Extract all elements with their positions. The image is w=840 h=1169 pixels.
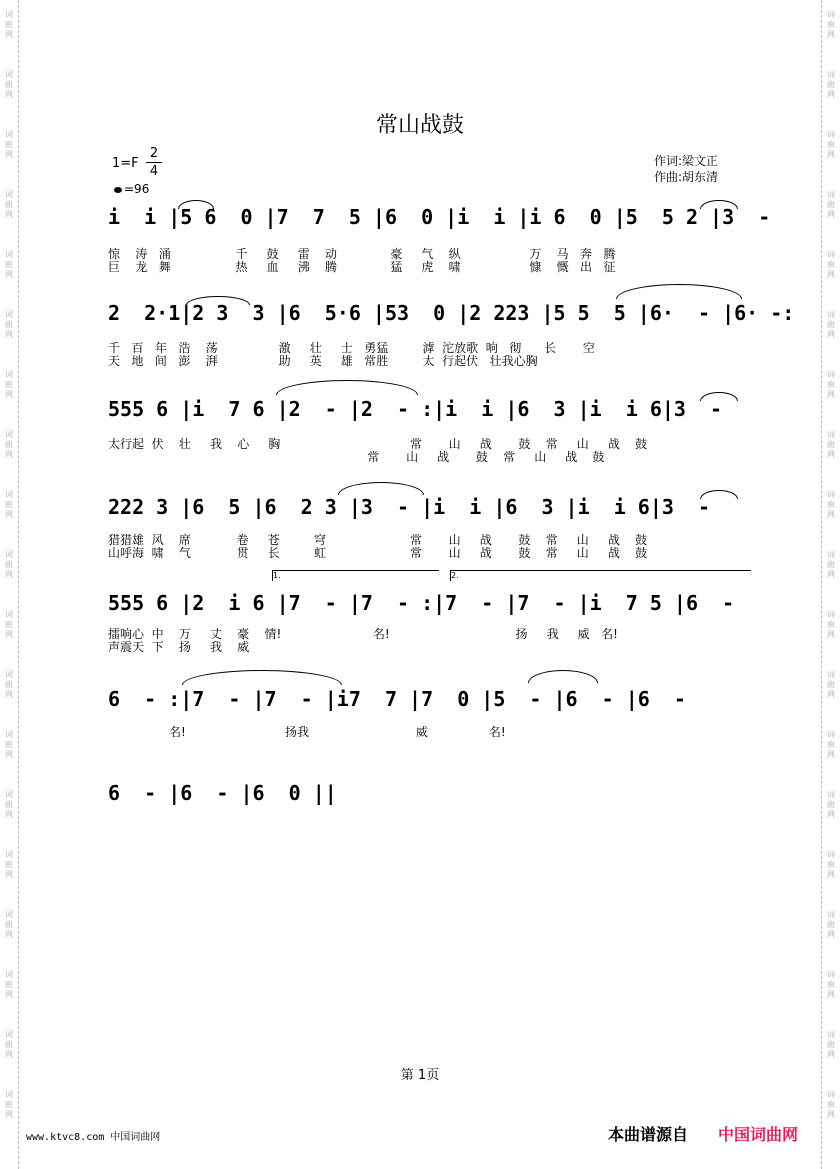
- side-watermark: 词 曲 网: [827, 490, 835, 519]
- side-watermark: 词 曲 网: [5, 10, 13, 39]
- side-watermark: 词 曲 网: [5, 1090, 13, 1119]
- side-watermark: 词 曲 网: [5, 370, 13, 399]
- left-watermark-strip: [0, 0, 19, 1169]
- source-label: 本曲谱源自: [608, 1125, 689, 1144]
- notes-row-2: 2 2·1|2 3 3 |6 5·6 |53 0 |2 223 |5 5 5 |6· - |6· -:: [108, 301, 795, 325]
- time-signature-bottom: 4: [149, 164, 159, 179]
- quarter-note-icon: [114, 187, 122, 193]
- lyrics-row-3-verse-1: 太行起 伏 壮 我 心 胸 常 山 战 鼓 常 山 战 鼓: [108, 437, 648, 451]
- side-watermark: 词 曲 网: [5, 490, 13, 519]
- side-watermark: 词 曲 网: [5, 70, 13, 99]
- side-watermark: 词 曲 网: [827, 130, 835, 159]
- side-watermark: 词 曲 网: [827, 190, 835, 219]
- lyrics-row-4-verse-2: 山呼海 啸 气 贯 长 虹 常 山 战 鼓 常 山 战 鼓: [108, 546, 648, 560]
- lyrics-row-5-verse-1: 擂响心 中 万 丈 豪 情! 名! 扬 我 威 名!: [108, 627, 618, 641]
- side-watermark: 词 曲 网: [827, 250, 835, 279]
- page-number: 第 1页: [400, 1068, 440, 1083]
- side-watermark: 词 曲 网: [5, 250, 13, 279]
- side-watermark: 词 曲 网: [827, 790, 835, 819]
- side-watermark: 词 曲 网: [5, 130, 13, 159]
- key-signature: 1=F: [112, 156, 139, 171]
- side-watermark: 词 曲 网: [827, 610, 835, 639]
- side-watermark: 词 曲 网: [5, 790, 13, 819]
- lyrics-row-1-verse-1: 惊 涛 涌 千 鼓 雷 动 豪 气 纵 万 马 奔 腾: [108, 247, 616, 261]
- second-ending-bracket: 2.: [450, 570, 751, 581]
- lyrics-row-2-verse-2: 天 地 间 澎 湃 助 英 雄 常胜 太 行起伏 壮我心胸: [108, 354, 538, 368]
- side-watermark: 词 曲 网: [827, 670, 835, 699]
- first-ending-bracket: 1.: [272, 570, 439, 581]
- brand-logo-text[interactable]: 中国词曲网: [718, 1125, 799, 1144]
- side-watermark: 词 曲 网: [827, 70, 835, 99]
- tempo-marking: [114, 182, 149, 196]
- time-signature: [146, 146, 162, 179]
- side-watermark: 词 曲 网: [5, 190, 13, 219]
- side-watermark: 词 曲 网: [827, 370, 835, 399]
- side-watermark: 词 曲 网: [5, 970, 13, 999]
- side-watermark: 词 曲 网: [827, 310, 835, 339]
- side-watermark: 词 曲 网: [5, 850, 13, 879]
- side-watermark: 词 曲 网: [827, 10, 835, 39]
- lyrics-row-4-verse-1: 猎猎雄 风 席 卷 苍 穹 常 山 战 鼓 常 山 战 鼓: [108, 533, 648, 547]
- composer-credit: 作曲:胡东清: [654, 170, 719, 184]
- notes-row-5: 555 6 |2 i 6 |7 - |7 - :|7 - |7 - |i 7 5 |6 -: [108, 591, 735, 615]
- tempo-value: =96: [124, 182, 150, 196]
- lyrics-row-5-verse-2: 声震天 下 扬 我 威: [108, 640, 250, 654]
- lyrics-row-2-verse-1: 千 百 年 浩 荡 激 壮 士 勇猛 滹 沱放歌 响 彻 长 空: [108, 341, 595, 355]
- side-watermark: 词 曲 网: [827, 1030, 835, 1059]
- time-signature-top: 2: [149, 146, 159, 161]
- notes-row-6: 6 - :|7 - |7 - |i7 7 |7 0 |5 - |6 - |6 -: [108, 687, 686, 711]
- side-watermark: 词 曲 网: [827, 910, 835, 939]
- side-watermark: 词 曲 网: [5, 550, 13, 579]
- side-watermark: 词 曲 网: [5, 610, 13, 639]
- lyrics-row-6-verse-1: 名! 扬我 威 名!: [108, 725, 506, 739]
- notes-row-4: 222 3 |6 5 |6 2 3 |3 - |i i |6 3 |i i 6|3 -: [108, 495, 711, 519]
- side-watermark: 词 曲 网: [827, 850, 835, 879]
- lyrics-row-3-verse-2: 常 山 战 鼓 常 山 战 鼓: [108, 450, 605, 464]
- notes-row-7: 6 - |6 - |6 0 ||: [108, 781, 337, 805]
- song-title: 常山战鼓: [375, 113, 464, 138]
- right-watermark-strip: [821, 0, 840, 1169]
- notes-row-1: i i |5 6 0 |7 7 5 |6 0 |i i |i 6 0 |5 5 2 |3 -: [108, 205, 771, 229]
- side-watermark: 词 曲 网: [827, 730, 835, 759]
- side-watermark: 词 曲 网: [5, 430, 13, 459]
- side-watermark: 词 曲 网: [5, 910, 13, 939]
- side-watermark: 词 曲 网: [827, 1090, 835, 1119]
- site-url[interactable]: www.ktvc8.com 中国词曲网: [26, 1132, 161, 1143]
- side-watermark: 词 曲 网: [5, 730, 13, 759]
- side-watermark: 词 曲 网: [5, 310, 13, 339]
- side-watermark: 词 曲 网: [827, 550, 835, 579]
- side-watermark: 词 曲 网: [827, 970, 835, 999]
- lyricist-credit: 作词:梁文正: [654, 154, 719, 168]
- lyrics-row-1-verse-2: 巨 龙 舞 热 血 沸 腾 猛 虎 啸 慷 慨 出 征: [108, 260, 616, 274]
- side-watermark: 词 曲 网: [5, 1030, 13, 1059]
- side-watermark: 词 曲 网: [827, 430, 835, 459]
- side-watermark: 词 曲 网: [5, 670, 13, 699]
- notes-row-3: 555 6 |i 7 6 |2 - |2 - :|i i |6 3 |i i 6|3 -: [108, 397, 723, 421]
